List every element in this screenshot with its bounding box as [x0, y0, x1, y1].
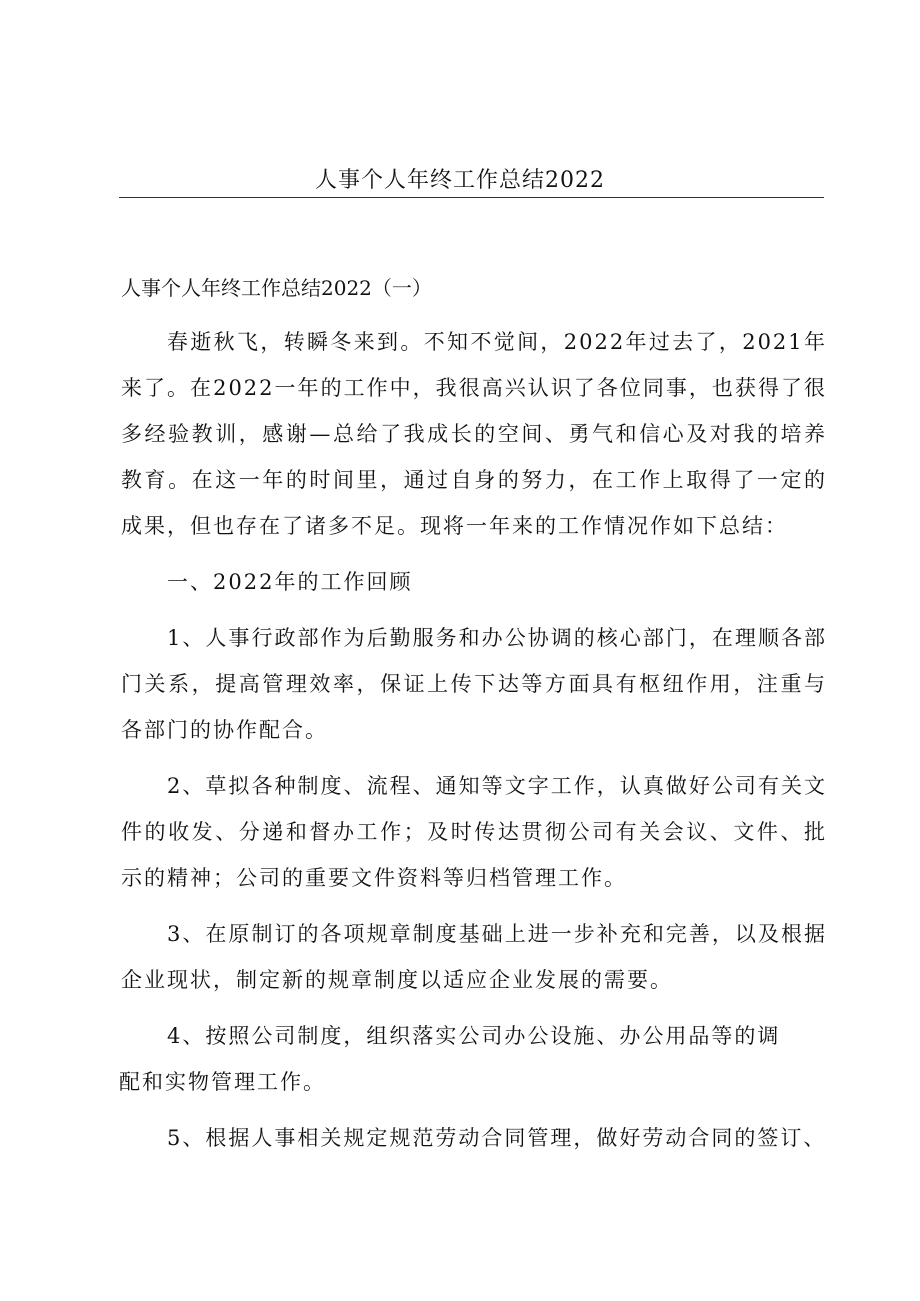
item-3-paragraph: 3、在原制订的各项规章制度基础上进一步补充和完善，以及根据企业现状，制定新的规章制度以适应企业发展的需要。: [121, 922, 827, 992]
item-1-paragraph: 1、人事行政部作为后勤服务和办公协调的核心部门，在理顺各部门关系，提高管理效率，保证上传下达等方面具有枢纽作用，注重与各部门的协作配合。: [121, 626, 827, 742]
document-body: [121, 319, 827, 1171]
item-4-line-1: 4、按照公司制度，组织落实公司办公设施、办公用品等的调: [167, 1024, 781, 1048]
intro-paragraph: 春逝秋飞，转瞬冬来到。不知不觉间，2022年过去了，2021年来了。在2022一年的工作中，我很高兴认识了各位同事，也获得了很多经验教训，感谢—总给了我成长的空间、勇气和信心及对我的培养教育。在这一年的时间里，通过自身的努力，在工作上取得了一定的成果，但也存在了诸多不足。现将一年来的工作情况作如下总结：: [121, 330, 827, 538]
item-2-paragraph: 2、草拟各种制度、流程、通知等文字工作，认真做好公司有关文件的收发、分递和督办工作；及时传达贯彻公司有关会议、文件、批示的精神；公司的重要文件资料等归档管理工作。: [121, 774, 827, 890]
item-5-paragraph: 5、根据人事相关规定规范劳动合同管理，做好劳动合同的签订、: [167, 1126, 827, 1150]
item-4-paragraph: [121, 1013, 827, 1105]
section-subtitle: 人事个人年终工作总结2022（一）: [121, 276, 432, 300]
document-title: 人事个人年终工作总结2022: [315, 168, 605, 193]
item-4-line-2: 配和实物管理工作。: [119, 1070, 326, 1094]
section-heading-review: 一、2022年的工作回顾: [167, 570, 413, 594]
title-underline: [119, 197, 824, 198]
